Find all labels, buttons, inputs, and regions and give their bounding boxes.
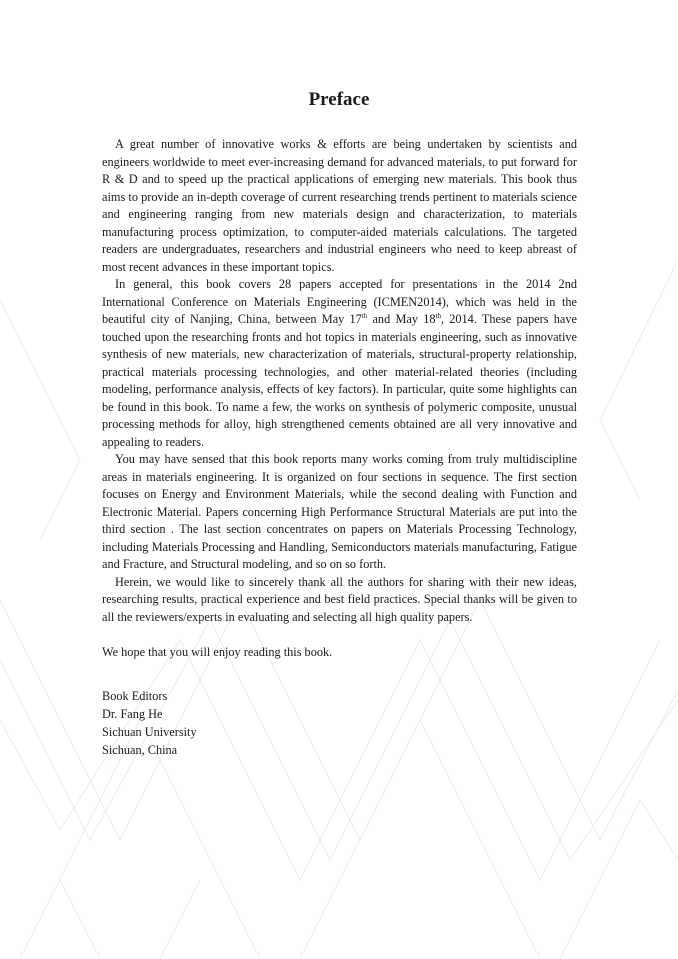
paragraph-conference-text-3: , 2014. These papers have touched upon the researching fronts and hot topics in materials engineering, such as innovative synthesis of new materials, new characterization of materials, structural-property relationship, practical materials processing technologies, and other material-related theories (including modeling, performance analysis, effects of key factors). In particular, quite some highlights can be found in this book. To name a few, the works on synthesis of polymeric composite, unusual processing methods for alloy, high strengthened cements obtained are all very innovative and appealing to readers. <box>102 312 577 449</box>
signature-location: Sichuan, China <box>102 743 178 757</box>
signature-block <box>102 687 197 759</box>
signature-name: Dr. Fang He <box>102 707 163 721</box>
paragraph-conference <box>102 276 577 451</box>
paragraph-sections: You may have sensed that this book reports many works coming from truly multidiscipline areas in materials engineering. It is organized on four sections in sequence. The first section focuses on Energy and Environment Materials, while the second dealing with Function and Electronic Material. Papers concerning High Performance Structural Materials are put into the third section . The last section concentrates on papers on Materials Processing Technology, including Materials Processing and Handling, Semiconductors materials manufacturing, Fatigue and Fracture, and Structural modeling, and so on so forth. <box>102 452 577 571</box>
superscript-th-1: th <box>361 312 368 320</box>
signature-role: Book Editors <box>102 689 168 703</box>
paragraph-conference-text-1: In general, this book covers 28 papers accepted for presentations in the 2014 2nd International Conference on Materials Engineering (ICMEN2014), which was held in the beautiful city of Nanjing, China, between May 17 <box>102 277 577 326</box>
paragraph-thanks: Herein, we would like to sincerely thank all the authors for sharing with their new ideas, researching results, practical experience and best field practices. Special thanks will be given to all the reviewers/experts in evaluating and selecting all high quality papers. <box>102 574 577 624</box>
closing-line: We hope that you will enjoy reading this book. <box>102 645 333 659</box>
signature-affiliation: Sichuan University <box>102 725 197 739</box>
page-title: Preface <box>308 89 370 110</box>
preface-body <box>102 136 577 662</box>
superscript-th-2: th <box>435 312 441 320</box>
paragraph-conference-text-2: and May 18 <box>367 312 436 326</box>
paragraph-intro: A great number of innovative works & efforts are being undertaken by scientists and engineers worldwide to meet ever-increasing demand for advanced materials, to put forward for R & D and to speed up the practical applications of emerging new materials. This book thus aims to provide an in-depth coverage of current researching trends pertinent to materials science and engineering ranging from new materials design and characterization, to materials manufacturing process optimization, to computer-aided materials calculations. The targeted readers are undergraduates, researchers and industrial engineers who need to keep abreast of most recent advances in these important topics. <box>102 137 577 274</box>
